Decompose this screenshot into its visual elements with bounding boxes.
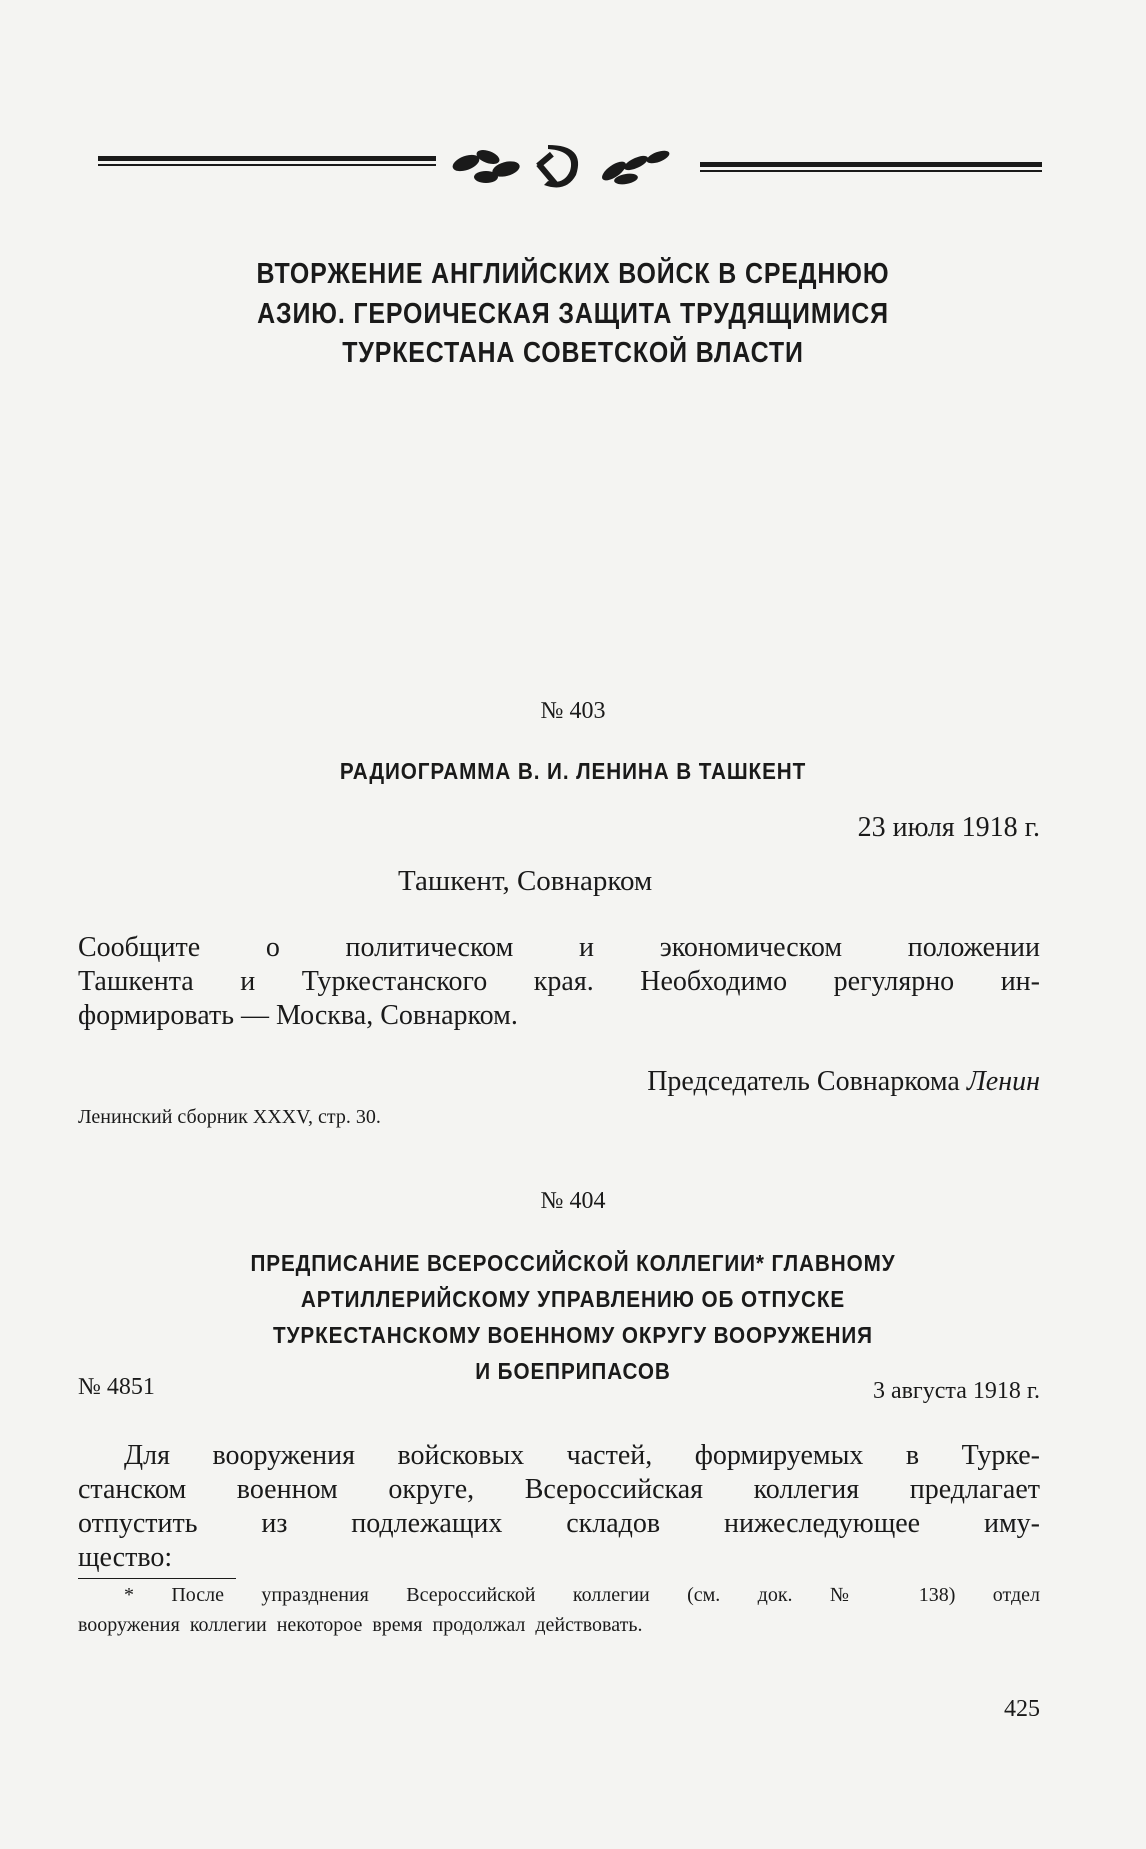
document-title: РАДИОГРАММА В. И. ЛЕНИНА В ТАШКЕНТ (339, 758, 807, 784)
document-number: № 404 (540, 1188, 606, 1214)
footnote-line: * После упразднения Всероссийской коллегии (см. док. № 138) отдел (124, 1584, 1040, 1606)
body-line: отпустить из подлежащих складов нижеследующее иму- (78, 1508, 1040, 1539)
section-title-line: АЗИЮ. ГЕРОИЧЕСКАЯ ЗАЩИТА ТРУДЯЩИМИСЯ (257, 298, 889, 330)
body-line: станском военном округе, Всероссийская коллегия предлагает (78, 1474, 1040, 1505)
footnote-line: вооружения коллегии некоторое время продолжал действовать. (78, 1614, 643, 1636)
document-date: 3 августа 1918 г. (872, 1378, 1040, 1404)
registration-number: № 4851 (78, 1374, 155, 1400)
document-address: Ташкент, Совнарком (398, 865, 653, 897)
body-line: Для вооружения войсковых частей, формируемых в Турке- (124, 1440, 1040, 1471)
document-title-line: АРТИЛЛЕРИЙСКОМУ УПРАВЛЕНИЮ ОБ ОТПУСКЕ (300, 1286, 846, 1312)
section-title-line: ВТОРЖЕНИЕ АНГЛИЙСКИХ ВОЙСК В СРЕДНЮЮ (256, 258, 890, 290)
signature-name: Ленин (966, 1066, 1040, 1097)
body-line: Ташкента и Туркестанского края. Необходимо регулярно ин- (78, 966, 1040, 997)
body-line: щество: (78, 1542, 173, 1573)
body-line: формировать — Москва, Совнарком. (78, 1000, 518, 1031)
section-title-line: ТУРКЕСТАНА СОВЕТСКОЙ ВЛАСТИ (342, 337, 804, 369)
signature-title: Председатель Совнаркома (647, 1066, 960, 1097)
source-citation: Ленинский сборник XXXV, стр. 30. (78, 1106, 381, 1128)
document-date: 23 июля 1918 г. (857, 812, 1040, 843)
footnote-divider (78, 1578, 236, 1579)
hammer-sickle-wreath-icon (436, 135, 700, 195)
body-line: Сообщите о политическом и экономическом положении (78, 932, 1040, 963)
signature (647, 1066, 1040, 1098)
page-number: 425 (1004, 1696, 1040, 1722)
document-title-line: ПРЕДПИСАНИЕ ВСЕРОССИЙСКОЙ КОЛЛЕГИИ* ГЛАВНОМУ (250, 1250, 896, 1276)
document-title-line: ТУРКЕСТАНСКОМУ ВОЕННОМУ ОКРУГУ ВООРУЖЕНИЯ (273, 1322, 873, 1348)
document-title-line: И БОЕПРИПАСОВ (475, 1358, 671, 1384)
document-number: № 403 (540, 698, 606, 724)
